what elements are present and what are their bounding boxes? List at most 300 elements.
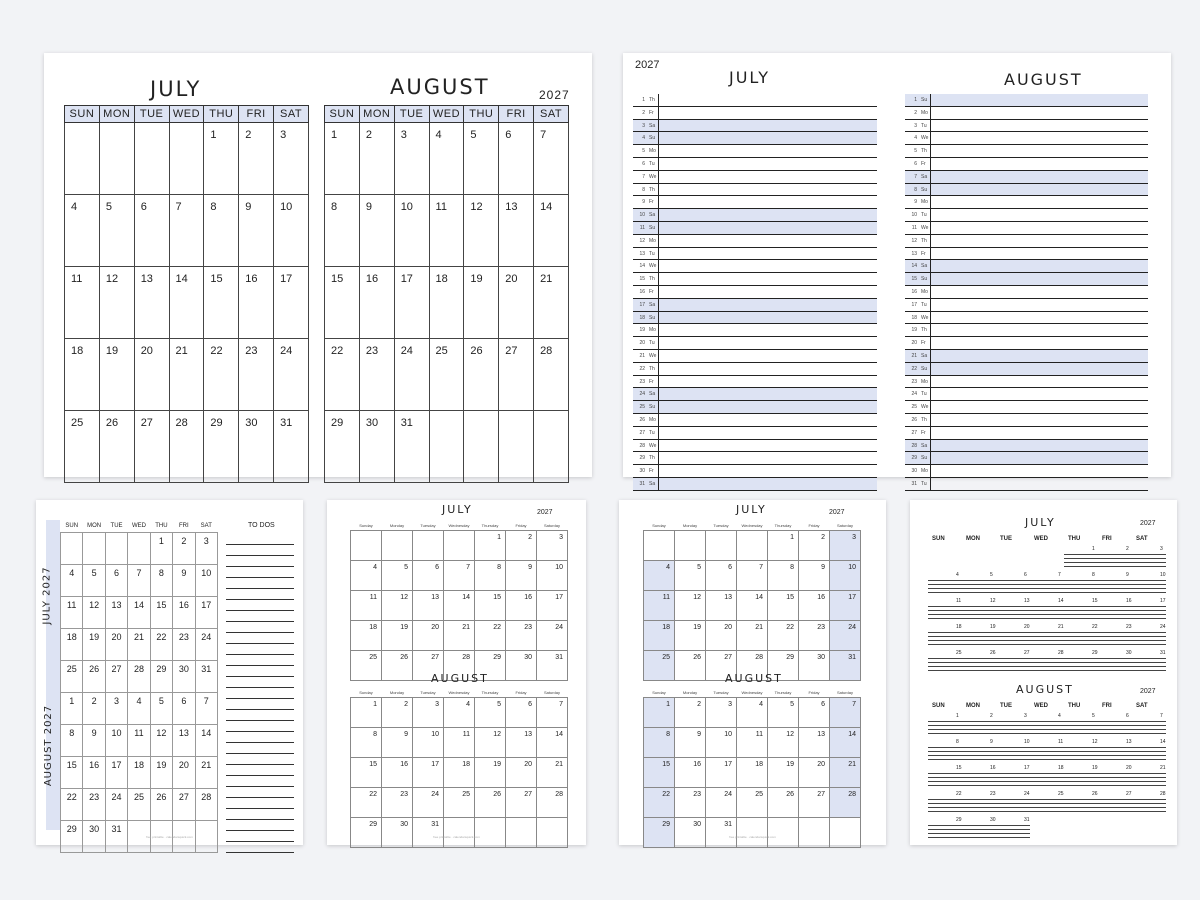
writing-line[interactable] — [928, 592, 1166, 593]
day-cell[interactable] — [675, 531, 706, 561]
day-cell[interactable]: 15 — [61, 757, 83, 789]
day-cell[interactable]: 3 — [413, 698, 444, 728]
day-cell[interactable]: 18 — [644, 621, 675, 651]
day-cell[interactable]: 4 — [128, 693, 150, 725]
list-day-row[interactable] — [905, 440, 1148, 453]
day-cell[interactable]: 31 — [274, 411, 309, 483]
writing-line[interactable] — [928, 747, 1166, 748]
todo-line[interactable] — [226, 688, 294, 699]
day-cell[interactable]: 11 — [128, 725, 150, 757]
list-day-row[interactable] — [633, 260, 877, 273]
list-day-row[interactable] — [633, 94, 877, 107]
day-cell[interactable]: 31 — [105, 821, 127, 853]
day-cell[interactable]: 13 — [706, 591, 737, 621]
day-cell[interactable]: 13 — [134, 267, 169, 339]
day-cell[interactable]: 21 — [534, 267, 569, 339]
day-cell[interactable]: 25 — [351, 651, 382, 681]
day-cell[interactable] — [506, 818, 537, 848]
day-cell[interactable]: 12 — [675, 591, 706, 621]
day-cell[interactable]: 6 — [799, 698, 830, 728]
day-cell[interactable]: 26 — [675, 651, 706, 681]
day-cell[interactable]: 7 — [444, 561, 475, 591]
day-cell[interactable] — [134, 123, 169, 195]
writing-line[interactable] — [1064, 566, 1166, 567]
day-cell[interactable]: 20 — [499, 267, 534, 339]
day-cell[interactable]: 23 — [173, 629, 195, 661]
day-cell[interactable]: 8 — [150, 565, 172, 597]
day-cell[interactable]: 30 — [173, 661, 195, 693]
list-day-row[interactable] — [633, 196, 877, 209]
day-cell[interactable]: 22 — [325, 339, 360, 411]
day-cell[interactable]: 27 — [799, 788, 830, 818]
todo-line[interactable] — [226, 732, 294, 743]
day-cell[interactable]: 3 — [105, 693, 127, 725]
day-cell[interactable] — [830, 818, 861, 848]
list-day-row[interactable] — [905, 145, 1148, 158]
day-cell[interactable]: 7 — [830, 698, 861, 728]
day-cell[interactable] — [105, 533, 127, 565]
day-cell[interactable] — [429, 411, 464, 483]
writing-line[interactable] — [928, 658, 1166, 659]
todo-line[interactable] — [226, 820, 294, 831]
day-cell[interactable]: 17 — [706, 758, 737, 788]
writing-line[interactable] — [1064, 554, 1166, 555]
day-cell[interactable] — [768, 818, 799, 848]
day-cell[interactable]: 5 — [83, 565, 105, 597]
list-day-row[interactable] — [905, 120, 1148, 133]
day-cell[interactable]: 8 — [351, 728, 382, 758]
day-cell[interactable]: 19 — [475, 758, 506, 788]
day-cell[interactable]: 27 — [499, 339, 534, 411]
todo-line[interactable] — [226, 600, 294, 611]
day-cell[interactable]: 18 — [65, 339, 100, 411]
list-day-row[interactable] — [905, 94, 1148, 107]
day-cell[interactable]: 1 — [204, 123, 239, 195]
day-cell[interactable]: 3 — [274, 123, 309, 195]
day-cell[interactable]: 17 — [274, 267, 309, 339]
list-day-row[interactable] — [905, 235, 1148, 248]
day-cell[interactable]: 24 — [274, 339, 309, 411]
day-cell[interactable] — [65, 123, 100, 195]
list-day-row[interactable] — [905, 350, 1148, 363]
day-cell[interactable]: 23 — [359, 339, 394, 411]
todo-line[interactable] — [226, 534, 294, 545]
writing-line[interactable] — [928, 670, 1166, 671]
writing-line[interactable] — [928, 580, 1166, 581]
day-cell[interactable]: 15 — [475, 591, 506, 621]
todo-line[interactable] — [226, 633, 294, 644]
day-cell[interactable]: 10 — [706, 728, 737, 758]
todo-line[interactable] — [226, 567, 294, 578]
day-cell[interactable]: 26 — [768, 788, 799, 818]
day-cell[interactable]: 17 — [537, 591, 568, 621]
day-cell[interactable]: 7 — [169, 195, 204, 267]
list-day-row[interactable] — [633, 312, 877, 325]
day-cell[interactable]: 11 — [444, 728, 475, 758]
day-cell[interactable]: 14 — [169, 267, 204, 339]
day-cell[interactable]: 7 — [128, 565, 150, 597]
day-cell[interactable]: 10 — [105, 725, 127, 757]
day-cell[interactable]: 17 — [195, 597, 217, 629]
day-cell[interactable]: 1 — [150, 533, 172, 565]
todo-line[interactable] — [226, 699, 294, 710]
day-cell[interactable]: 28 — [534, 339, 569, 411]
todo-line[interactable] — [226, 589, 294, 600]
day-cell[interactable]: 9 — [239, 195, 274, 267]
writing-line[interactable] — [928, 755, 1166, 756]
day-cell[interactable]: 23 — [799, 621, 830, 651]
day-cell[interactable]: 18 — [351, 621, 382, 651]
day-cell[interactable]: 26 — [99, 411, 134, 483]
day-cell[interactable]: 30 — [506, 651, 537, 681]
day-cell[interactable]: 7 — [534, 123, 569, 195]
list-day-row[interactable] — [905, 376, 1148, 389]
day-cell[interactable]: 14 — [534, 195, 569, 267]
day-cell[interactable]: 12 — [150, 725, 172, 757]
day-cell[interactable]: 10 — [413, 728, 444, 758]
day-cell[interactable]: 9 — [799, 561, 830, 591]
list-day-row[interactable] — [633, 363, 877, 376]
list-day-row[interactable] — [633, 299, 877, 312]
day-cell[interactable]: 17 — [394, 267, 429, 339]
day-cell[interactable] — [382, 531, 413, 561]
day-cell[interactable]: 27 — [413, 651, 444, 681]
day-cell[interactable]: 16 — [359, 267, 394, 339]
day-cell[interactable]: 4 — [351, 561, 382, 591]
day-cell[interactable]: 27 — [506, 788, 537, 818]
day-cell[interactable] — [128, 533, 150, 565]
day-cell[interactable]: 13 — [173, 725, 195, 757]
list-day-row[interactable] — [905, 196, 1148, 209]
day-cell[interactable]: 6 — [506, 698, 537, 728]
day-cell[interactable] — [444, 818, 475, 848]
day-cell[interactable]: 28 — [737, 651, 768, 681]
day-cell[interactable]: 8 — [475, 561, 506, 591]
day-cell[interactable] — [444, 531, 475, 561]
writing-line[interactable] — [928, 644, 1166, 645]
list-day-row[interactable] — [905, 132, 1148, 145]
day-cell[interactable]: 30 — [239, 411, 274, 483]
day-cell[interactable]: 1 — [644, 698, 675, 728]
day-cell[interactable]: 24 — [413, 788, 444, 818]
day-cell[interactable]: 7 — [195, 693, 217, 725]
day-cell[interactable]: 21 — [830, 758, 861, 788]
list-day-row[interactable] — [633, 427, 877, 440]
day-cell[interactable]: 29 — [150, 661, 172, 693]
day-cell[interactable]: 4 — [61, 565, 83, 597]
day-cell[interactable]: 20 — [799, 758, 830, 788]
list-day-row[interactable] — [633, 209, 877, 222]
day-cell[interactable] — [644, 531, 675, 561]
day-cell[interactable]: 22 — [204, 339, 239, 411]
writing-line[interactable] — [928, 833, 1030, 834]
todo-line[interactable] — [226, 798, 294, 809]
writing-line[interactable] — [928, 773, 1166, 774]
day-cell[interactable]: 21 — [128, 629, 150, 661]
day-cell[interactable]: 4 — [644, 561, 675, 591]
day-cell[interactable]: 11 — [737, 728, 768, 758]
day-cell[interactable]: 12 — [382, 591, 413, 621]
writing-line[interactable] — [928, 636, 1166, 637]
todo-line[interactable] — [226, 556, 294, 567]
day-cell[interactable]: 29 — [475, 651, 506, 681]
day-cell[interactable]: 23 — [382, 788, 413, 818]
day-cell[interactable]: 20 — [134, 339, 169, 411]
day-cell[interactable]: 14 — [537, 728, 568, 758]
day-cell[interactable]: 2 — [359, 123, 394, 195]
writing-line[interactable] — [928, 640, 1166, 641]
list-day-row[interactable] — [905, 286, 1148, 299]
day-cell[interactable] — [61, 533, 83, 565]
day-cell[interactable]: 24 — [706, 788, 737, 818]
list-day-row[interactable] — [905, 248, 1148, 261]
day-cell[interactable]: 27 — [173, 789, 195, 821]
list-day-row[interactable] — [905, 465, 1148, 478]
day-cell[interactable]: 20 — [706, 621, 737, 651]
day-cell[interactable]: 18 — [444, 758, 475, 788]
day-cell[interactable]: 4 — [444, 698, 475, 728]
day-cell[interactable]: 5 — [99, 195, 134, 267]
day-cell[interactable]: 8 — [768, 561, 799, 591]
day-cell[interactable]: 1 — [475, 531, 506, 561]
day-cell[interactable]: 2 — [173, 533, 195, 565]
day-cell[interactable]: 6 — [105, 565, 127, 597]
day-cell[interactable]: 27 — [706, 651, 737, 681]
day-cell[interactable]: 1 — [351, 698, 382, 728]
day-cell[interactable]: 9 — [382, 728, 413, 758]
day-cell[interactable]: 16 — [83, 757, 105, 789]
day-cell[interactable] — [83, 533, 105, 565]
writing-line[interactable] — [928, 785, 1166, 786]
day-cell[interactable]: 19 — [464, 267, 499, 339]
todo-line[interactable] — [226, 754, 294, 765]
day-cell[interactable]: 30 — [675, 818, 706, 848]
writing-line[interactable] — [928, 721, 1166, 722]
day-cell[interactable]: 31 — [706, 818, 737, 848]
day-cell[interactable]: 21 — [737, 621, 768, 651]
day-cell[interactable]: 24 — [537, 621, 568, 651]
day-cell[interactable]: 20 — [173, 757, 195, 789]
day-cell[interactable]: 14 — [128, 597, 150, 629]
list-day-row[interactable] — [905, 388, 1148, 401]
day-cell[interactable]: 30 — [83, 821, 105, 853]
writing-line[interactable] — [928, 803, 1166, 804]
list-day-row[interactable] — [905, 158, 1148, 171]
day-cell[interactable]: 1 — [61, 693, 83, 725]
day-cell[interactable]: 13 — [799, 728, 830, 758]
day-cell[interactable]: 8 — [204, 195, 239, 267]
day-cell[interactable]: 7 — [737, 561, 768, 591]
writing-line[interactable] — [928, 825, 1030, 826]
writing-line[interactable] — [928, 729, 1166, 730]
writing-line[interactable] — [928, 837, 1030, 838]
day-cell[interactable]: 24 — [105, 789, 127, 821]
day-cell[interactable]: 2 — [382, 698, 413, 728]
list-day-row[interactable] — [905, 107, 1148, 120]
writing-line[interactable] — [928, 829, 1030, 830]
list-day-row[interactable] — [905, 452, 1148, 465]
day-cell[interactable] — [351, 531, 382, 561]
todo-line[interactable] — [226, 666, 294, 677]
list-day-row[interactable] — [905, 222, 1148, 235]
day-cell[interactable]: 21 — [169, 339, 204, 411]
writing-line[interactable] — [928, 614, 1166, 615]
day-cell[interactable]: 13 — [506, 728, 537, 758]
list-day-row[interactable] — [633, 171, 877, 184]
day-cell[interactable]: 5 — [464, 123, 499, 195]
day-cell[interactable]: 19 — [675, 621, 706, 651]
day-cell[interactable]: 25 — [644, 651, 675, 681]
todo-line[interactable] — [226, 545, 294, 556]
day-cell[interactable]: 25 — [429, 339, 464, 411]
day-cell[interactable] — [499, 411, 534, 483]
day-cell[interactable]: 13 — [413, 591, 444, 621]
day-cell[interactable]: 2 — [675, 698, 706, 728]
day-cell[interactable]: 19 — [83, 629, 105, 661]
day-cell[interactable]: 16 — [506, 591, 537, 621]
day-cell[interactable]: 5 — [675, 561, 706, 591]
writing-line[interactable] — [928, 666, 1166, 667]
day-cell[interactable]: 9 — [506, 561, 537, 591]
writing-line[interactable] — [928, 606, 1166, 607]
day-cell[interactable]: 19 — [768, 758, 799, 788]
list-day-row[interactable] — [905, 337, 1148, 350]
list-day-row[interactable] — [633, 350, 877, 363]
day-cell[interactable]: 9 — [83, 725, 105, 757]
day-cell[interactable] — [464, 411, 499, 483]
writing-line[interactable] — [928, 725, 1166, 726]
writing-line[interactable] — [928, 811, 1166, 812]
day-cell[interactable]: 17 — [105, 757, 127, 789]
writing-line[interactable] — [928, 807, 1166, 808]
writing-line[interactable] — [928, 777, 1166, 778]
day-cell[interactable]: 15 — [351, 758, 382, 788]
list-day-row[interactable] — [633, 376, 877, 389]
day-cell[interactable]: 4 — [429, 123, 464, 195]
list-day-row[interactable] — [633, 235, 877, 248]
day-cell[interactable]: 21 — [444, 621, 475, 651]
writing-line[interactable] — [928, 781, 1166, 782]
day-cell[interactable]: 17 — [830, 591, 861, 621]
list-day-row[interactable] — [905, 260, 1148, 273]
day-cell[interactable]: 16 — [239, 267, 274, 339]
todo-line[interactable] — [226, 578, 294, 589]
todo-line[interactable] — [226, 842, 294, 853]
day-cell[interactable]: 17 — [413, 758, 444, 788]
day-cell[interactable]: 21 — [537, 758, 568, 788]
day-cell[interactable]: 29 — [204, 411, 239, 483]
day-cell[interactable]: 6 — [413, 561, 444, 591]
day-cell[interactable]: 20 — [105, 629, 127, 661]
day-cell[interactable]: 11 — [61, 597, 83, 629]
list-day-row[interactable] — [633, 145, 877, 158]
list-day-row[interactable] — [633, 440, 877, 453]
list-day-row[interactable] — [633, 120, 877, 133]
todo-line[interactable] — [226, 677, 294, 688]
day-cell[interactable]: 9 — [173, 565, 195, 597]
list-day-row[interactable] — [905, 427, 1148, 440]
day-cell[interactable]: 5 — [382, 561, 413, 591]
day-cell[interactable]: 16 — [799, 591, 830, 621]
day-cell[interactable]: 25 — [65, 411, 100, 483]
day-cell[interactable]: 16 — [675, 758, 706, 788]
day-cell[interactable]: 12 — [768, 728, 799, 758]
day-cell[interactable] — [537, 818, 568, 848]
day-cell[interactable]: 15 — [768, 591, 799, 621]
day-cell[interactable]: 25 — [61, 661, 83, 693]
day-cell[interactable]: 27 — [105, 661, 127, 693]
day-cell[interactable]: 26 — [475, 788, 506, 818]
day-cell[interactable]: 7 — [537, 698, 568, 728]
day-cell[interactable]: 15 — [150, 597, 172, 629]
day-cell[interactable]: 28 — [830, 788, 861, 818]
day-cell[interactable]: 28 — [537, 788, 568, 818]
day-cell[interactable]: 23 — [675, 788, 706, 818]
writing-line[interactable] — [928, 588, 1166, 589]
day-cell[interactable]: 6 — [499, 123, 534, 195]
day-cell[interactable]: 28 — [169, 411, 204, 483]
day-cell[interactable]: 15 — [204, 267, 239, 339]
list-day-row[interactable] — [633, 388, 877, 401]
day-cell[interactable]: 29 — [768, 651, 799, 681]
day-cell[interactable]: 26 — [83, 661, 105, 693]
day-cell[interactable]: 1 — [768, 531, 799, 561]
day-cell[interactable]: 31 — [537, 651, 568, 681]
list-day-row[interactable] — [905, 273, 1148, 286]
day-cell[interactable]: 11 — [644, 591, 675, 621]
day-cell[interactable]: 31 — [195, 661, 217, 693]
list-day-row[interactable] — [905, 171, 1148, 184]
day-cell[interactable]: 3 — [195, 533, 217, 565]
day-cell[interactable]: 20 — [506, 758, 537, 788]
day-cell[interactable]: 25 — [737, 788, 768, 818]
day-cell[interactable]: 10 — [394, 195, 429, 267]
day-cell[interactable]: 9 — [675, 728, 706, 758]
day-cell[interactable]: 10 — [274, 195, 309, 267]
writing-line[interactable] — [928, 799, 1166, 800]
day-cell[interactable]: 4 — [65, 195, 100, 267]
day-cell[interactable]: 4 — [737, 698, 768, 728]
day-cell[interactable]: 8 — [61, 725, 83, 757]
todo-line[interactable] — [226, 721, 294, 732]
writing-line[interactable] — [928, 618, 1166, 619]
list-day-row[interactable] — [633, 273, 877, 286]
day-cell[interactable]: 12 — [464, 195, 499, 267]
day-cell[interactable]: 22 — [644, 788, 675, 818]
day-cell[interactable]: 31 — [394, 411, 429, 483]
day-cell[interactable]: 3 — [394, 123, 429, 195]
writing-line[interactable] — [928, 584, 1166, 585]
day-cell[interactable]: 19 — [382, 621, 413, 651]
day-cell[interactable]: 28 — [195, 789, 217, 821]
day-cell[interactable]: 21 — [195, 757, 217, 789]
list-day-row[interactable] — [905, 414, 1148, 427]
day-cell[interactable]: 3 — [537, 531, 568, 561]
day-cell[interactable]: 16 — [173, 597, 195, 629]
day-cell[interactable]: 23 — [239, 339, 274, 411]
list-day-row[interactable] — [905, 184, 1148, 197]
day-cell[interactable] — [799, 818, 830, 848]
day-cell[interactable]: 23 — [506, 621, 537, 651]
list-day-row[interactable] — [633, 324, 877, 337]
day-cell[interactable]: 29 — [325, 411, 360, 483]
todo-line[interactable] — [226, 743, 294, 754]
list-day-row[interactable] — [905, 209, 1148, 222]
day-cell[interactable]: 25 — [128, 789, 150, 821]
todo-line[interactable] — [226, 710, 294, 721]
day-cell[interactable]: 14 — [830, 728, 861, 758]
day-cell[interactable] — [737, 531, 768, 561]
